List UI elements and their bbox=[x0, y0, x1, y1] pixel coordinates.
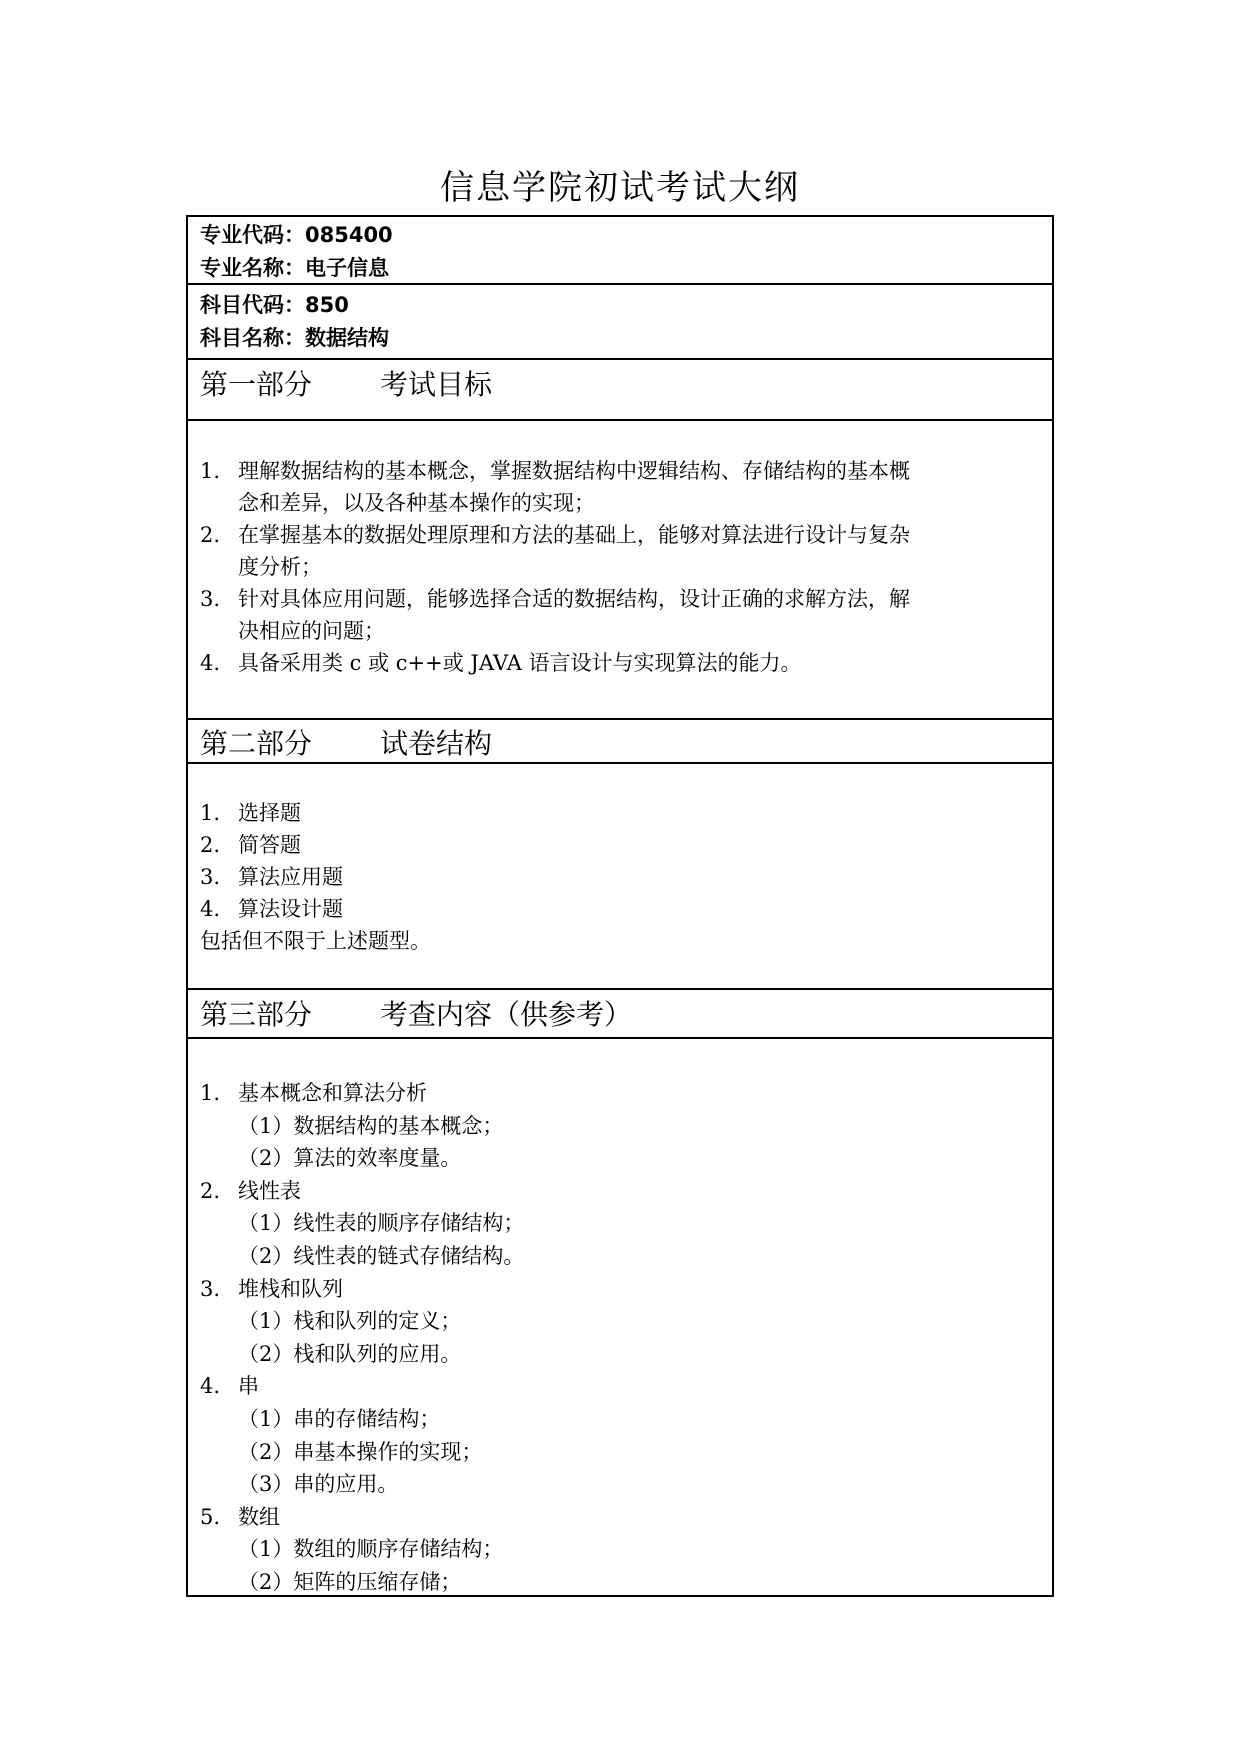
item-text: 简答题 bbox=[238, 833, 301, 857]
major-code: 专业代码：085400 bbox=[200, 223, 393, 247]
structure-item bbox=[200, 829, 1042, 861]
structure-note: 包括但不限于上述题型。 bbox=[200, 929, 431, 953]
subject-info bbox=[200, 289, 389, 355]
goal-item bbox=[200, 583, 1042, 615]
content-subtopic: （3）串的应用。 bbox=[238, 1472, 399, 1497]
item-text: 选择题 bbox=[238, 801, 301, 825]
section-heading-2 bbox=[200, 722, 492, 762]
section-title: 试卷结构 bbox=[380, 727, 493, 760]
syllabus-table bbox=[186, 215, 1054, 1597]
section-title: 考查内容（供参考） bbox=[380, 998, 633, 1031]
item-number: 2. bbox=[200, 523, 221, 547]
major-name: 专业名称：电子信息 bbox=[200, 256, 389, 280]
item-number: 2. bbox=[200, 833, 221, 857]
item-text-continued: 念和差异，以及各种基本操作的实现； bbox=[238, 491, 595, 515]
goal-item bbox=[200, 519, 1042, 551]
item-number: 4. bbox=[200, 897, 221, 921]
item-text-continued: 度分析； bbox=[238, 555, 322, 579]
item-number: 1. bbox=[200, 801, 221, 825]
divider bbox=[188, 988, 1052, 990]
item-text: 算法应用题 bbox=[238, 865, 343, 889]
item-text: 在掌握基本的数据处理原理和方法的基础上，能够对算法进行设计与复杂 bbox=[238, 523, 910, 547]
item-text: 针对具体应用问题，能够选择合适的数据结构，设计正确的求解方法，解 bbox=[238, 587, 910, 611]
structure-list bbox=[200, 797, 1042, 957]
content-subtopic: （2）串基本操作的实现； bbox=[238, 1439, 483, 1464]
section-part: 第一部分 bbox=[200, 368, 313, 401]
goal-item bbox=[200, 455, 1042, 487]
content-topic bbox=[200, 1175, 1042, 1208]
content-topic bbox=[200, 1370, 1042, 1403]
goals-list bbox=[200, 455, 1042, 679]
item-number: 1. bbox=[200, 459, 221, 483]
divider bbox=[188, 419, 1052, 421]
content-subtopic: （1）数据结构的基本概念； bbox=[238, 1113, 504, 1138]
topic-title: 串 bbox=[238, 1374, 259, 1399]
document-title: 信息学院初试考试大纲 bbox=[440, 168, 800, 208]
content-subtopic: （1）数组的顺序存储结构； bbox=[238, 1537, 504, 1562]
content-subtopic: （2）栈和队列的应用。 bbox=[238, 1341, 462, 1366]
content-subtopic: （2）算法的效率度量。 bbox=[238, 1146, 462, 1171]
subject-code: 科目代码：850 bbox=[200, 293, 349, 317]
structure-item bbox=[200, 861, 1042, 893]
content-subtopic: （2）矩阵的压缩存储； bbox=[238, 1569, 462, 1594]
item-text: 理解数据结构的基本概念，掌握数据结构中逻辑结构、存储结构的基本概 bbox=[238, 459, 910, 483]
divider bbox=[188, 718, 1052, 720]
content-list bbox=[200, 1077, 1042, 1599]
topic-title: 堆栈和队列 bbox=[238, 1276, 343, 1301]
subject-name: 科目名称：数据结构 bbox=[200, 326, 389, 350]
major-info bbox=[200, 219, 393, 285]
item-number: 4. bbox=[200, 651, 221, 675]
topic-title: 线性表 bbox=[238, 1178, 301, 1203]
content-subtopic: （2）线性表的链式存储结构。 bbox=[238, 1243, 525, 1268]
item-text-continued: 决相应的问题； bbox=[238, 619, 385, 643]
section-title: 考试目标 bbox=[380, 368, 493, 401]
content-topic bbox=[200, 1077, 1042, 1110]
item-number: 5. bbox=[200, 1504, 221, 1529]
divider bbox=[188, 762, 1052, 764]
content-subtopic: （1）线性表的顺序存储结构； bbox=[238, 1211, 525, 1236]
item-number: 3. bbox=[200, 587, 221, 611]
topic-title: 数组 bbox=[238, 1504, 280, 1529]
item-number: 3. bbox=[200, 1276, 221, 1301]
item-number: 1. bbox=[200, 1081, 221, 1105]
section-part: 第二部分 bbox=[200, 727, 313, 760]
structure-item bbox=[200, 797, 1042, 829]
content-topic bbox=[200, 1501, 1042, 1534]
content-topic bbox=[200, 1273, 1042, 1306]
section-part: 第三部分 bbox=[200, 998, 313, 1031]
divider bbox=[188, 283, 1052, 285]
goal-item bbox=[200, 647, 1042, 679]
divider bbox=[188, 1037, 1052, 1039]
content-subtopic: （1）串的存储结构； bbox=[238, 1406, 441, 1431]
structure-item bbox=[200, 893, 1042, 925]
section-heading-1 bbox=[200, 363, 492, 403]
item-text: 算法设计题 bbox=[238, 897, 343, 921]
item-number: 4. bbox=[200, 1374, 221, 1399]
topic-title: 基本概念和算法分析 bbox=[238, 1081, 427, 1105]
item-text: 具备采用类 c 或 c++或 JAVA 语言设计与实现算法的能力。 bbox=[238, 651, 802, 675]
item-number: 3. bbox=[200, 865, 221, 889]
item-number: 2. bbox=[200, 1178, 221, 1203]
section-heading-3 bbox=[200, 993, 632, 1033]
content-subtopic: （1）栈和队列的定义； bbox=[238, 1309, 462, 1334]
divider bbox=[188, 358, 1052, 360]
